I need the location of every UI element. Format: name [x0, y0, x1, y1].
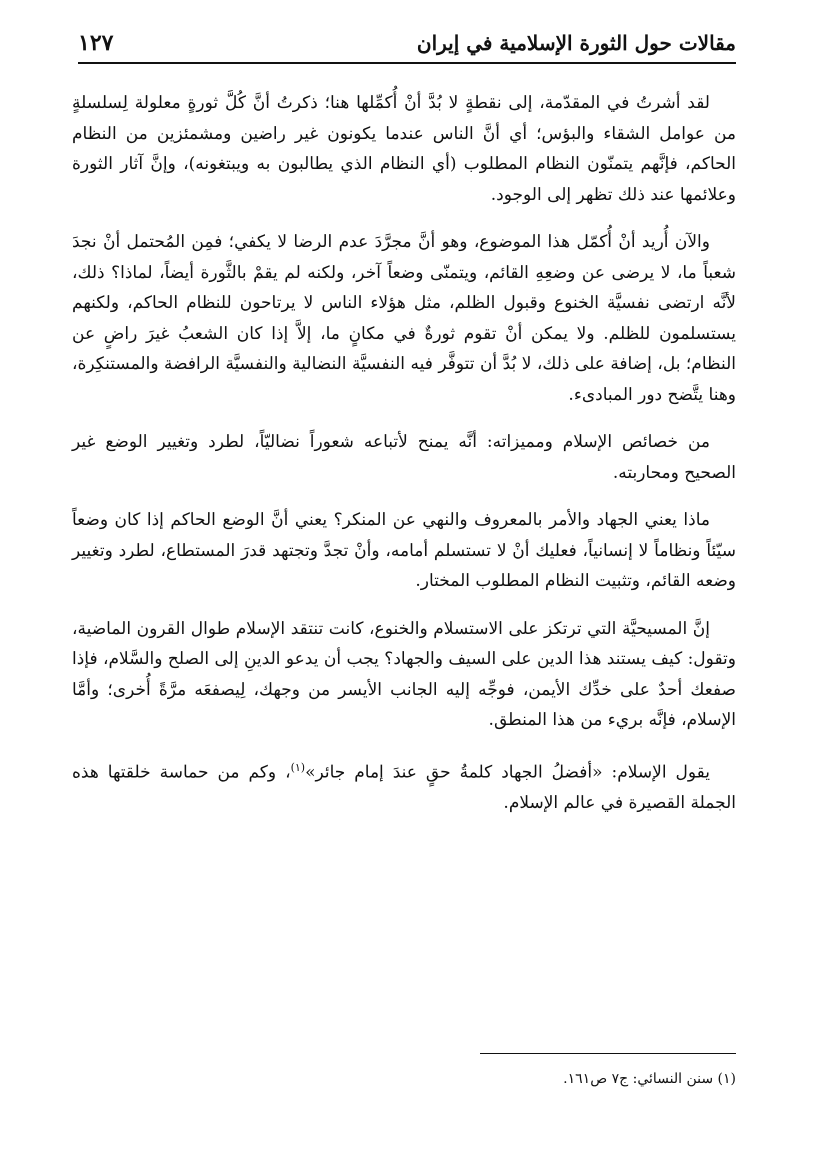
footnote-rule	[480, 1053, 736, 1054]
paragraph-4: ماذا يعني الجهاد والأمر بالمعروف والنهي عن المنكر؟ يعني أنَّ الوضع الحاكم إذا كان وضعاً سيّئاً ونظاماً لا إنسانياً، فعليك أنْ لا تستسلم أمامه، وأنْ تجدَّ وتجتهد قدرَ المستطاع، لطرد وتغيير وضعه القائم، وتثبيت النظام المطلوب المختار.	[72, 510, 736, 591]
page-number: ١٢٧	[78, 30, 114, 56]
paragraph-5: إنَّ المسيحيَّة التي ترتكز على الاستسلام والخنوع، كانت تنتقد الإسلام طوال القرون الماضية، وتقول: كيف يستند هذا الدين على السيف والجهاد؟ يجب أن يدعو الدينِ إلى الصلح والسَّلام، فإذا صفعك أحدٌ على خدِّك الأيمن، فوجِّه إليه الجانب الأيسر من وجهك، لِيصفعَه مرَّةً أُخرى؛ وأمَّا الإسلام، فإنَّه بريء من هذا المنطق.	[72, 618, 736, 730]
paragraph-6	[72, 753, 736, 819]
paragraph-6-text: يقول الإسلام: «أفضلُ الجهاد كلمةُ حقٍ عندَ إمام جائر»	[305, 762, 710, 783]
running-title: مقالات حول الثورة الإسلامية في إيران	[416, 31, 736, 55]
footnote: (١) سنن النسائي: ج٧ ص١٦١.	[563, 1071, 736, 1087]
header-rule	[78, 62, 736, 64]
running-header	[78, 28, 736, 58]
paragraph-6-text-end: ، وكم من حماسة خلقتها هذه الجملة القصيرة في عالم الإسلام.	[72, 762, 736, 813]
footnote-marker[interactable]: (١)	[290, 760, 306, 774]
paragraph-1: لقد أشرتُ في المقدّمة، إلى نقطةٍ لا بُدَّ أنْ أُكمِّلها هنا؛ ذكرتُ أنَّ كُلَّ ثورةٍ معلولة لِسلسلةٍ من عوامل الشقاء والبؤس؛ أي أنَّ الناس عندما يكونون غير راضين ومشمئزين من النظام الحاكم، فإنَّهم يتمنّون النظام المطلوب (أي النظام الذي يطالبون به ويبتغونه)، وإنَّ آثار الثورة وعلائمها عند ذلك تظهر إلى الوجود.	[72, 93, 736, 205]
body-text	[72, 88, 736, 835]
paragraph-2: والآن أُريد أنْ أُكمّل هذا الموضوع، وهو أنَّ مجرَّدَ عدم الرضا لا يكفي؛ فمِن المُحتمل أنْ نجدَ شعباً ما، لا يرضى عن وضعِهِ القائم، ويتمنّى وضعاً آخر، ولكنه لم يقمْ بالثَّورة أيضاً، لماذا؟ ذلك، لأنَّه ارتضى نفسيَّة الخنوع وقبول الظلم، مثل هؤلاء الناس لا يرتاحون للنظام الحاكم، ولكنهم يستسلمون للظلم. ولا يمكن أنْ تقوم ثورةٌ في مكانٍ ما، إلاَّ إذا كان الشعبُ غيرَ راضٍ عن النظام؛ بل، إضافة على ذلك، لا بُدَّ أن تتوفَّر فيه النفسيَّة النضالية والنفسيَّة الرافضة والمستنكِرة، وهنا يتَّضح دور المبادىء.	[72, 232, 736, 405]
paragraph-3: من خصائص الإسلام ومميزاته: أنَّه يمنح لأتباعه شعوراً نضاليّاً، لطرد وتغيير الوضع غير الصحيح ومحاربته.	[72, 432, 736, 483]
